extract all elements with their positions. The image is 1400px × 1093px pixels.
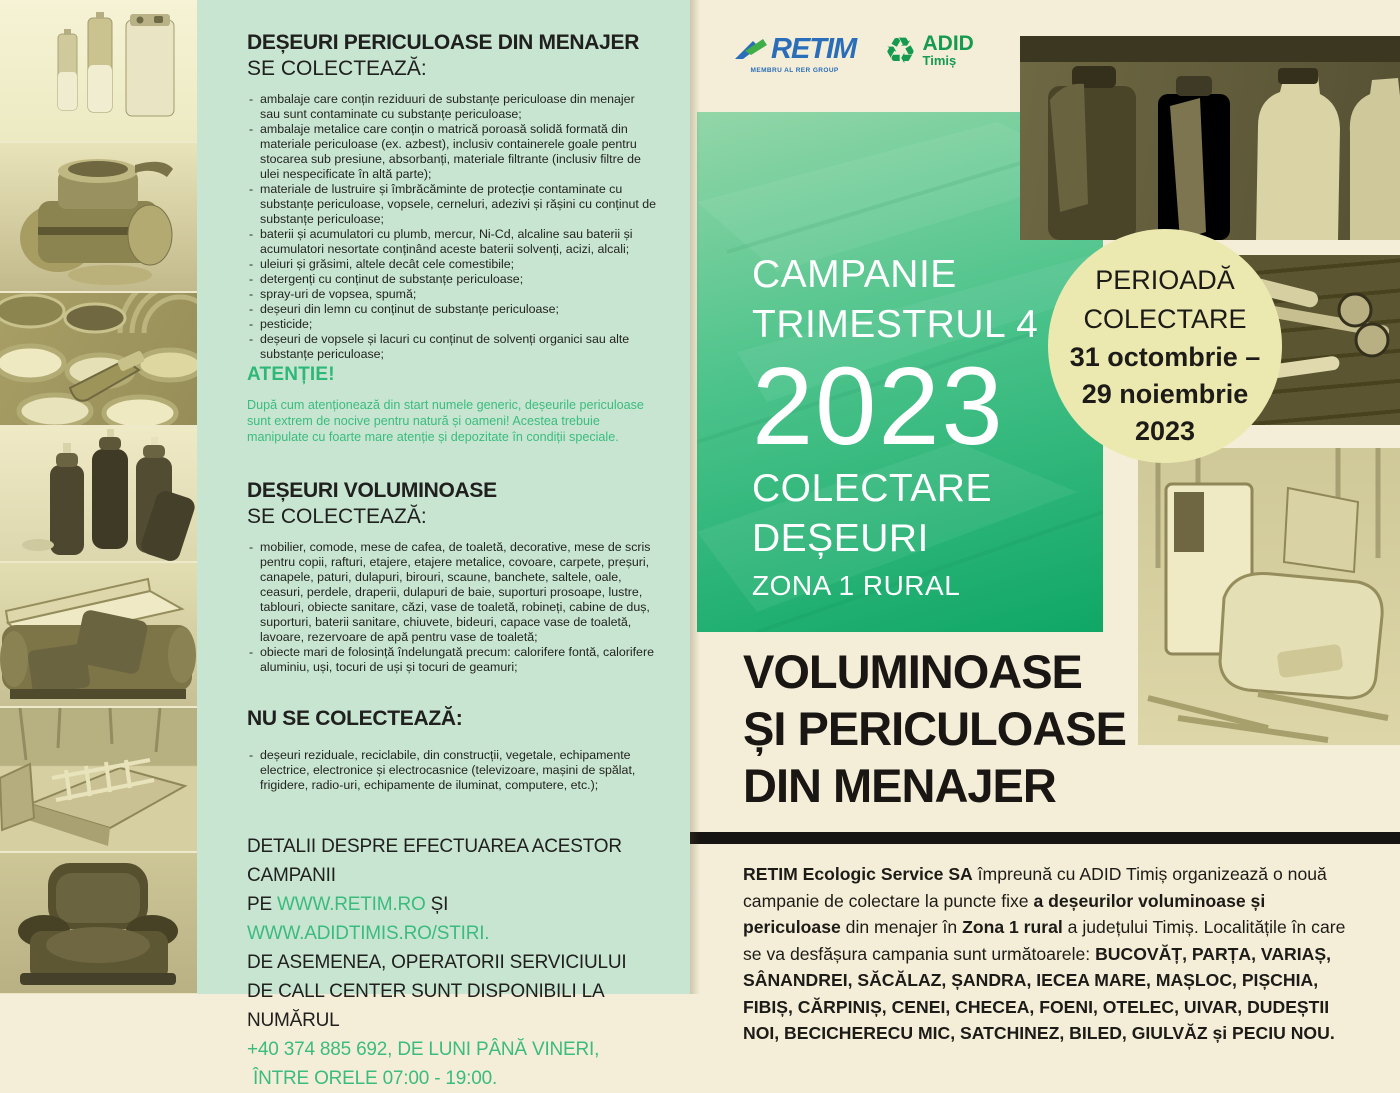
list-item: - mobilier, comode, mese de cafea, de toaletă, decorative, mese de scris pentru copii, rafturi, etajere, etajere metalice, covoare, carpete, preșuri, canapele, paturi, dulapuri, birouri, scaune, banchete, saltele, oale, ceasuri, perdele, draperii, dulapuri de baie, suporturi prosoape, lustre, tablouri, obiecte sanitare, căzi, vase de toaletă, robineți, cabine de duș, suporturi, baterii sanitare, chiuvete, bideuri, capace vase de toaletă, lavoare, rezervoare de apă pentru vase de toaletă; xyxy=(247,540,658,645)
campaign-line4: DEȘEURI xyxy=(752,517,929,560)
hazardous-list xyxy=(247,92,658,362)
left-photo-strip xyxy=(0,0,197,994)
attention-title: ATENȚIE! xyxy=(247,364,335,385)
campaign-year: 2023 xyxy=(752,345,1005,468)
adid-logo-subtext: Timiș xyxy=(922,53,957,68)
middle-text-panel xyxy=(197,0,690,1089)
bulky-section xyxy=(247,478,658,675)
dumped-furniture-photo xyxy=(1138,448,1400,745)
campaign-details xyxy=(247,832,664,1093)
descr-retim: RETIM Ecologic Service SA xyxy=(743,864,973,884)
attention-body: După cum atenționează din start numele generic, deșeurile periculoase sunt extrem de nocive pentru natură și oameni! Acestea trebuie manipulate cu foarte mare atenție și depozitate în condiții speciale. xyxy=(247,398,644,444)
adid-logo-text: ADID xyxy=(922,32,974,55)
campaign-zone: ZONA 1 RURAL xyxy=(752,570,961,601)
furniture-pile-photo xyxy=(0,708,197,853)
logo-row xyxy=(733,30,974,74)
details-line3: DE ASEMENEA, OPERATORII SERVICIULUI xyxy=(247,952,627,973)
spray-cans-photo xyxy=(0,427,197,563)
list-item: - obiecte mari de folosință îndelungată precum: calorifere fontă, calorifere aluminiu, uși, tocuri de uși și tocuri de geamuri; xyxy=(247,645,658,675)
period-badge xyxy=(1048,229,1282,463)
campaign-line1: CAMPANIE xyxy=(752,253,957,296)
campaign-line2: TRIMESTRUL 4 xyxy=(752,303,1039,346)
details-line2-mid: ȘI xyxy=(425,894,449,915)
bulky-list xyxy=(247,540,658,675)
retim-logo xyxy=(733,33,856,74)
list-item: - uleiuri și grăsimi, altele decât cele comestibile; xyxy=(247,257,658,272)
not-collected-section xyxy=(247,706,658,793)
details-hours: ÎNTRE ORELE 07:00 - 19:00. xyxy=(253,1068,498,1089)
list-item: - ambalaje care conțin reziduuri de substanțe periculoase din menajer sau sunt contaminate cu substanțe periculoase; xyxy=(247,92,658,122)
bulky-subtitle: SE COLECTEAZĂ: xyxy=(247,505,427,528)
descr-seg4: din menajer în xyxy=(840,917,963,937)
list-item: - spray-uri de vopsea, spumă; xyxy=(247,287,658,302)
badge-line4: 29 noiembrie xyxy=(1081,379,1249,409)
list-item: - pesticide; xyxy=(247,317,658,332)
list-item: - baterii și acumulatori cu plumb, mercur, Ni-Cd, alcaline sau baterii și acumulatori nesortate conținând aceste baterii solvenți, acizi, alcali; xyxy=(247,227,658,257)
retim-logo-text: RETIM xyxy=(771,33,857,65)
campaign-description xyxy=(743,861,1361,1047)
paint-cans-photo xyxy=(0,293,197,427)
hazardous-title: DEȘEURI PERICULOASE DIN MENAJER xyxy=(247,31,640,54)
retim-link[interactable]: WWW.RETIM.RO xyxy=(277,894,426,915)
attention-section xyxy=(247,364,658,445)
badge-line2: COLECTARE xyxy=(1083,304,1247,334)
list-item: - deșeuri de vopsele și lacuri cu conținut de solvenți organici sau alte substanțe periculoase; xyxy=(247,332,658,362)
descr-zone: Zona 1 rural xyxy=(962,917,1063,937)
adid-link[interactable]: WWW.ADIDTIMIS.RO/STIRI. xyxy=(247,923,490,944)
list-item: - materiale de lustruire și îmbrăcăminte de protecție contaminate cu substanțe periculoase, vopsele, cerneluri, adezivi și rășini cu conținut de substanțe periculoase; xyxy=(247,182,658,227)
batteries-photo xyxy=(0,0,197,143)
descr-seg6: a județului Timiș. Localitățile în care se va desfășura campania sunt următoarele: xyxy=(743,917,1346,964)
list-item: - detergenți cu conținut de substanțe periculoase; xyxy=(247,272,658,287)
phone-number[interactable]: +40 374 885 692, DE LUNI PÂNĂ VINERI, xyxy=(247,1039,600,1060)
list-item: - deșeuri reziduale, reciclabile, din construcții, vegetale, echipamente electrice, electronice și electrocasnice (televizoare, mașini de spălat, frigidere, radio-uri, echipamente de iluminat, computere, etc.); xyxy=(247,748,658,793)
not-collected-list xyxy=(247,748,658,793)
main-title-line1: VOLUMINOASE xyxy=(743,645,1082,698)
hazardous-subtitle: SE COLECTEAZĂ: xyxy=(247,57,427,80)
main-title-line2: ȘI PERICULOASE xyxy=(743,702,1126,755)
descr-waste-types: a deșeurilor voluminoase și periculoase xyxy=(743,890,1266,937)
bulky-title: DEȘEURI VOLUMINOASE xyxy=(247,479,497,502)
pots-photo xyxy=(0,143,197,293)
descr-localities: BUCOVĂȚ, PARȚA, VARIAȘ, SÂNANDREI, SĂCĂLAZ, ȘANDRA, IECEA MARE, MAȘLOC, PIȘCHIA, FIBIȘ, CĂRPINIȘ, CENEI, CHECEA, FOENI, OTELEC, UIVAR, DUDEȘTII NOI, BECICHERECU MIC, SATCHINEZ, BILED, GIULVĂZ și PECIU NOU. xyxy=(743,943,1335,1043)
armchair-photo xyxy=(0,853,197,993)
list-item: - deșeuri din lemn cu conținut de substanțe periculoase; xyxy=(247,302,658,317)
recycle-icon: ♻ xyxy=(884,30,917,71)
campaign-text-block xyxy=(752,250,1038,604)
details-line4: DE CALL CENTER SUNT DISPONIBILI LA NUMĂRUL xyxy=(247,981,604,1031)
retim-swoosh-icon xyxy=(733,37,769,63)
retim-tagline: MEMBRU AL RER GROUP xyxy=(750,67,839,74)
sofa-mattress-photo xyxy=(0,563,197,708)
badge-line5: 2023 xyxy=(1134,416,1196,446)
details-line1: DETALII DESPRE EFECTUAREA ACESTOR CAMPANII xyxy=(247,836,622,886)
adid-logo xyxy=(884,30,974,71)
campaign-line3: COLECTARE xyxy=(752,467,992,510)
hazardous-section xyxy=(247,30,658,362)
list-item: - ambalaje metalice care conțin o matrică poroasă solidă formată din materiale periculoase (ex. azbest), inclusiv containerele goale pentru stocarea sub presiune, absorbanți, materiale filtrante (inclusiv filtre de ulei nespecificate în altă parte); xyxy=(247,122,658,182)
descr-seg2: împreună cu ADID Timiș organizează o nouă campanie de colectare la puncte fixe xyxy=(743,864,1327,911)
not-collected-title: NU SE COLECTEAZĂ: xyxy=(247,707,463,730)
main-title xyxy=(743,643,1126,814)
right-flyer-panel xyxy=(690,0,1400,1043)
details-line2-prefix: PE xyxy=(247,894,278,915)
badge-line3: 31 octombrie – xyxy=(1069,342,1261,372)
main-title-line3: DIN MENAJER xyxy=(743,759,1056,812)
badge-line1: PERIOADĂ xyxy=(1095,265,1235,295)
divider-bar xyxy=(690,832,1400,844)
bottles-photo xyxy=(1020,36,1400,240)
